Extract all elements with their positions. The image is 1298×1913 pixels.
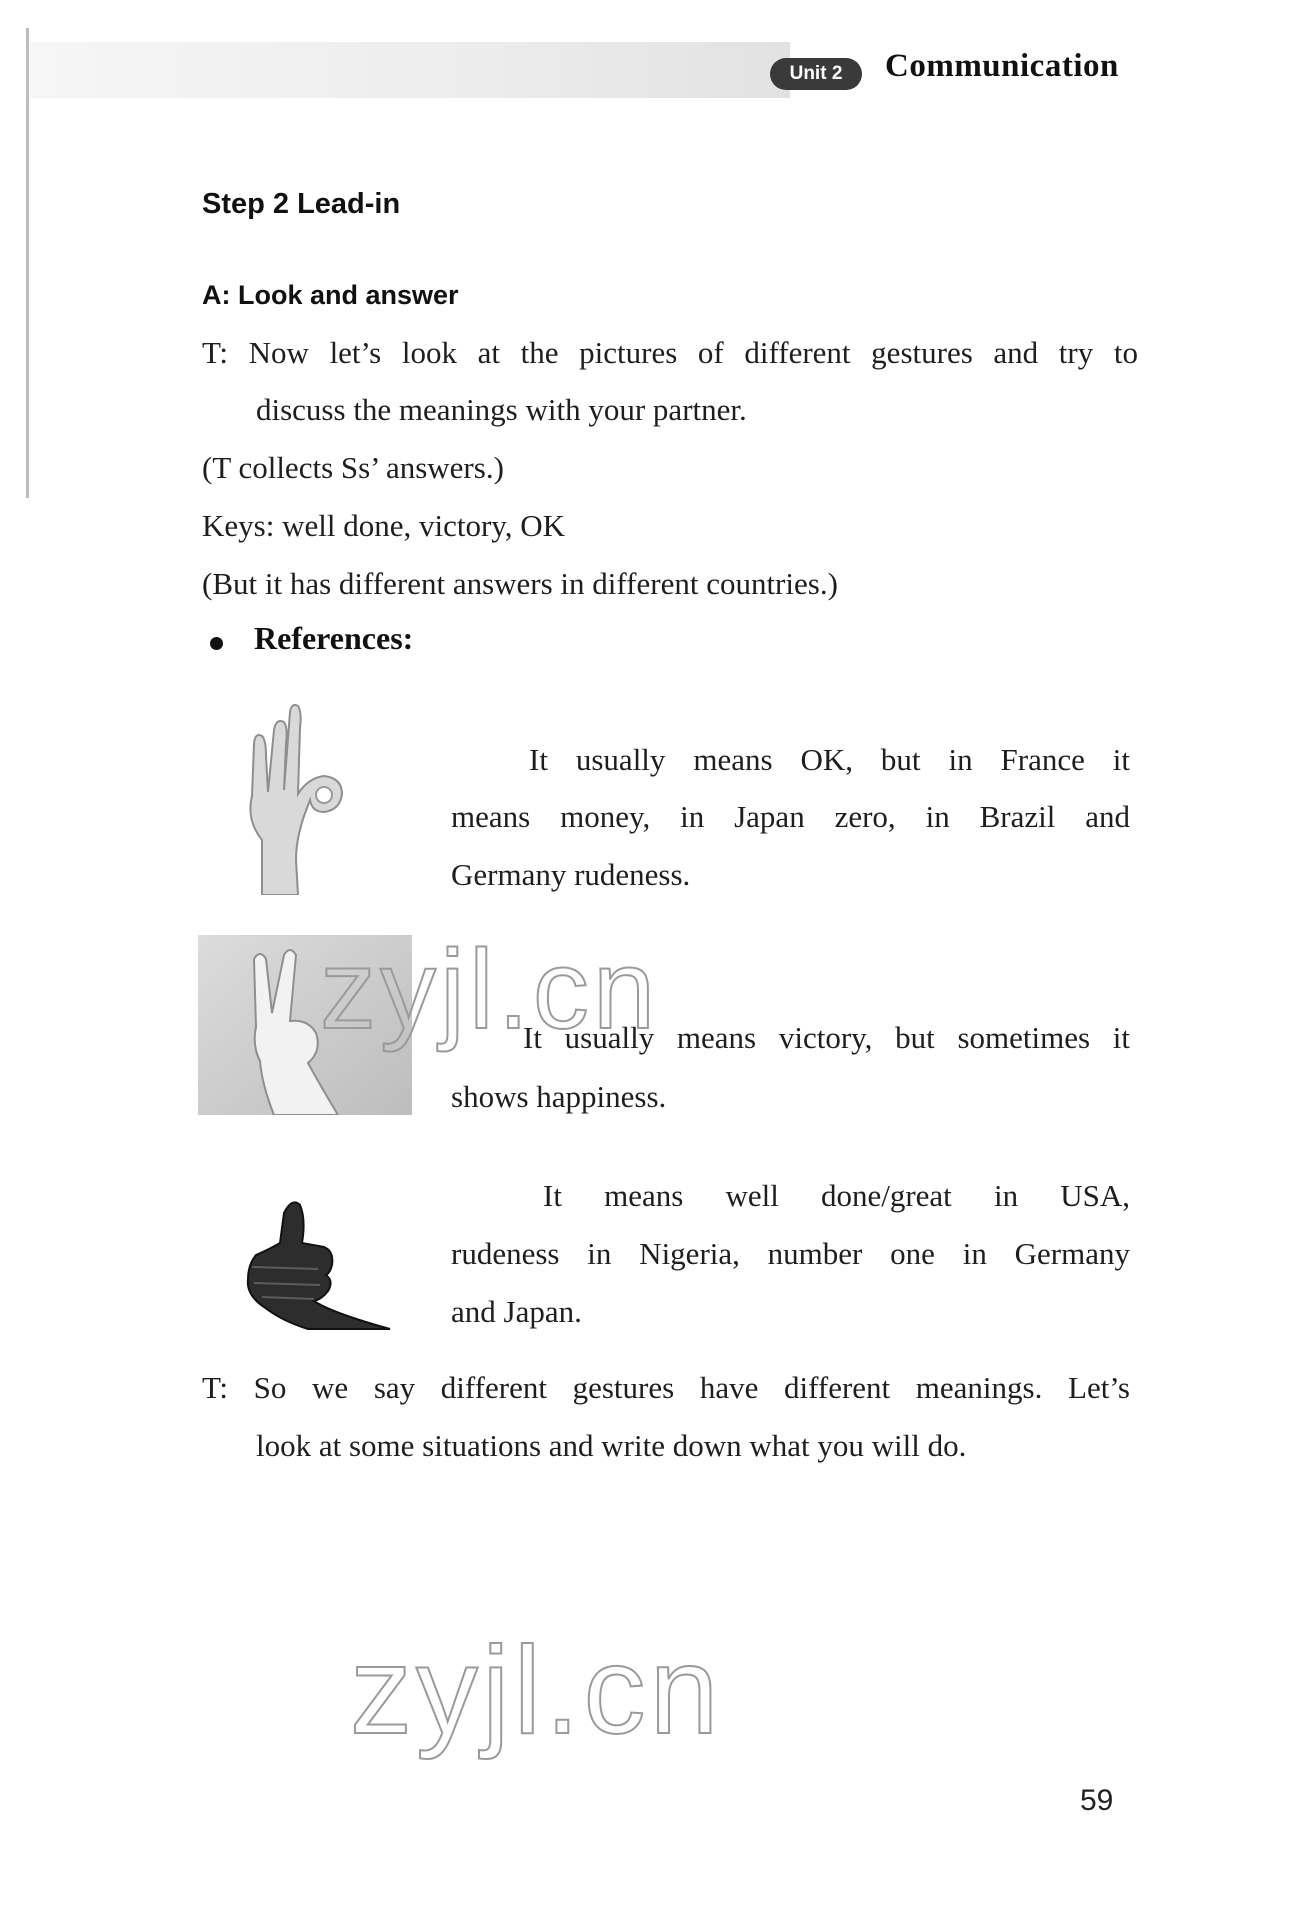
closing-line-2: look at some situations and write down what you will do. xyxy=(256,1428,967,1463)
note-collect-answers: (T collects Ss’ answers.) xyxy=(202,450,504,485)
reference-1-line-3: Germany rudeness. xyxy=(451,857,691,892)
reference-2-line-2: shows happiness. xyxy=(451,1079,667,1114)
references-label: References: xyxy=(254,620,414,656)
closing-line-1: T: So we say different gestures have different meanings. Let’s xyxy=(202,1370,1130,1405)
reference-3-line-2: rudeness in Nigeria, number one in Germany xyxy=(451,1236,1130,1271)
teacher-line-1: T: Now let’s look at the pictures of different gestures and try to xyxy=(202,335,1138,370)
unit-badge: Unit 2 xyxy=(770,58,862,90)
section-a-title: A: Look and answer xyxy=(202,280,459,310)
thumbs-up-gesture-photo xyxy=(222,1195,392,1330)
reference-3-line-1: It means well done/great in USA, xyxy=(543,1178,1130,1213)
reference-1-line-2: means money, in Japan zero, in Brazil and xyxy=(451,799,1130,834)
reference-1-line-1: It usually means OK, but in France it xyxy=(529,742,1130,777)
page-number: 59 xyxy=(1080,1784,1114,1817)
ok-hand-gesture-photo xyxy=(200,700,410,895)
teacher-line-2: discuss the meanings with your partner. xyxy=(256,392,747,427)
header-title: Communication xyxy=(885,48,1119,84)
bullet-icon xyxy=(210,637,223,650)
reference-2-line-1: It usually means victory, but sometimes it xyxy=(523,1020,1130,1055)
keys-line: Keys: well done, victory, OK xyxy=(202,508,566,543)
binding-line xyxy=(26,28,29,498)
watermark-top: zyjl.cn xyxy=(320,927,660,1052)
header-band xyxy=(30,42,790,98)
step-title: Step 2 Lead-in xyxy=(202,188,401,220)
reference-3-line-3: and Japan. xyxy=(451,1294,582,1329)
watermark-bottom: zyjl.cn xyxy=(350,1622,723,1760)
note-different-answers: (But it has different answers in different countries.) xyxy=(202,566,838,601)
